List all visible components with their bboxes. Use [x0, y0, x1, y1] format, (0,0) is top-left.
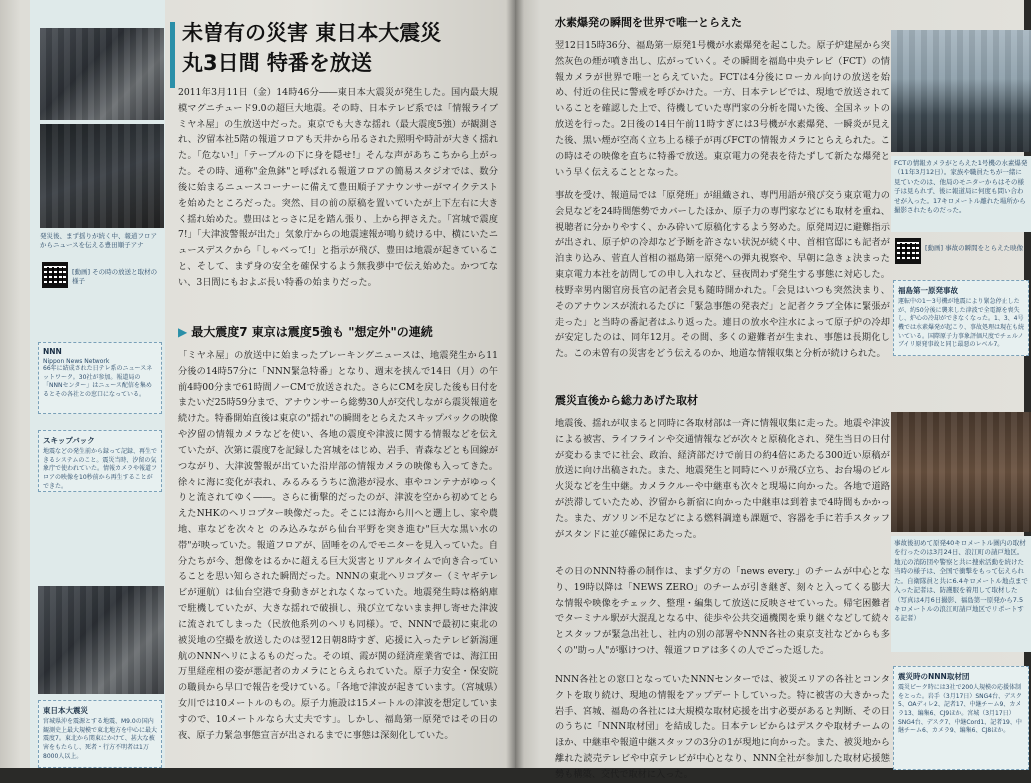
disaster-body: 宮城県沖を震源とする地震、M9.0の国内観測史上最大規模で東北地方を中心に最大震度7。東北から関東にかけて、甚大な被害をもたらし、死者・行方不明者は1万8000人以上。	[43, 718, 158, 760]
right-para-3: 地震後、揺れが収まると同時に各取材部は一斉に情報収集に走った。地震や津波による被害、ライフラインや交通情報などが次々と原稿化され、発生当日の日付が変わるまでに社会、政治、経済部だけで前日の約4倍にあたる300近い原稿が放送に向け出稿された。また、地震発生と同時にヘリが飛び立ち、お台場のビル火災などを生中継。カメラクルーや中継車も次々と現場に向かった。各地で道路が渋滞していたため、汐留から新宿に向かった中継車は到着まで4時間もかかった。また、ガソリン不足などによる燃料調達も課題で、容器を手に若手スタッフがスタンドに並び確保にあたった。	[555, 418, 890, 540]
nnn-title: NNN	[43, 347, 62, 356]
rubble-reporter-photo	[891, 412, 1031, 532]
nnn-subtitle: Nippon News Network	[43, 358, 110, 365]
skipback-info-box	[38, 430, 162, 492]
fukushima-info-box	[893, 280, 1029, 356]
qr-caption: [動画] 事故の瞬間をとらえた映像	[925, 244, 1024, 252]
nnn-team-title: 震災時のNNN取材団	[898, 672, 970, 681]
rubble-caption: 事故後初めて原発40キロメートル圏内の取材を行ったのは3月24日、浪江町の請戸地区。地元の消防団や警察と共に捜索活動を続けた当時の様子は、全国で衝撃をもって伝えられた。自衛隊員と共に6.4キロメートル地点まで入った記者は、防護服を着用して取材した（写真は4月6日撮影、福島第一原発から7.5キロメートルの浪江町請戸地区でリポートする記者）	[891, 536, 1031, 652]
disaster-title: 東日本大震災	[43, 706, 88, 715]
right-para-4: その日のNNN特番の制作は、まず夕方の「news every.」のチームが中心となり、19時以降は「NEWS ZERO」のチームが引き継ぎ、刻々と入ってくる膨大な情報や映像をチェック、整理・編集して放送に反映させていった。帰宅困難者でターミナル駅が大混乱となる中、徒歩や公共交通機関を乗り継ぐなどして続々とスタッフが緊急出社し、社内の別の部署やNNN各社の東京支社などからも多くの"助っ人"が駆けつけ、報道フロアは多くの人でごった返した。	[555, 566, 890, 657]
headline-accent-bar	[170, 22, 175, 88]
book-gutter	[506, 0, 524, 768]
fukushima-title: 福島第一原発事故	[898, 286, 958, 295]
nnn-info-box	[38, 342, 162, 414]
headline-line-1: 未曽有の災害 東日本大震災	[182, 21, 442, 45]
left-main-column	[178, 18, 498, 748]
right-para-5: NNN各社との窓口となっていたNNNセンターでは、被災エリアの各社とコンタクトを取り続け、現地の情報をアップデートしていった。特に被害の大きかった岩手、宮城、福島の各社には大規模な取材応援を出す必要があると判断、その日のうちに「NNN取材団」を結成した。日本テレビからはデスクや取材チームのほか、中継車や報道中継スタッフの3分の1が現地に向かった。また、被災地から離れた読売テレビや中京テレビが中心となり、NNN全社が参加した取材応援態勢も構築、交代で取材に入った。	[555, 674, 890, 780]
skipback-title: スキップバック	[43, 436, 95, 445]
photo-caption: 発災後、まず揺りが続く中、報道フロアからニュースを伝える豊田順子アナ	[40, 232, 157, 250]
headline-line-2: 丸3日間 特番を放送	[182, 51, 372, 76]
right-para-1: 翌12日15時36分、福島第一原発1号機が水素爆発を起こした。原子炉建屋から突然灰色の煙が噴き出し、広がっていく。その瞬間を福島中央テレビ（FCT）の情報カメラが世界で唯一とらえていた。FCTは4分後にローカル向けの放送を始め、付近の住民に警戒を呼びかけた。一方、日本テレビでは、現地で放送されていることを確認した上で、待機していた専門家の分析を聞いた後、全国ネットの放送を行った。2日後の14日午前11時すぎには3号機が水素爆発、一瞬炎が見えた後、黒い煙が空高く立ち上る様子が再びFCTの情報カメラにとらえられた。この時はその映像を直ちに特番で放送。東京電力の発表を待たずして新たな爆発という早く伝えることとなった。	[555, 40, 890, 178]
triangle-bullet-icon: ▶	[178, 324, 188, 339]
right-main-column	[555, 14, 890, 780]
anchor-photo	[40, 124, 164, 228]
left-sidebar	[30, 0, 165, 768]
qr-code-icon[interactable]	[42, 262, 68, 288]
nnn-team-info-box	[893, 666, 1029, 770]
qr-caption: [動画] その時の放送と取材の様子	[72, 268, 158, 286]
skipback-body: 地震などの発生前から録って記録、再生できるシステムのこと。震災当時、汐留の気象庁で使われていた。情報カメラや報道フロアの映像を10秒前から再生することができた。	[43, 448, 158, 490]
section-1-body: 「ミヤネ屋」の放送中に始まったブレーキングニュースは、地震発生から11分後の14時57分に「NNN緊急特番」となり、週末を挟んで14日（月）の午前4時00分まで61時間ノーCMで放送された。さらにCMを戻した後も日付をまたいだ25時59分まで、アナウンサーら総勢30人が交代しながら震災報道を続けた。特番開始直後は東京の"揺れ"の瞬間をとらえたスキップバックの映像や汐留の情報カメラなどを使い、各地の震度や津波に関する情報などを伝えていたが、次第に震度7を記録した宮城をはじめ、岩手、青森などとも回線がつながり、大津波警報が出ていた沿岸部の情報カメラの映像も入ってきた。徐々に海に変化が表れ、みるみるうちに漁港が浸水、車やコンテナがゆっくりと流されてゆく――。さらに衝撃的だったのが、津波を空から初めてとらえたNHKのヘリコプター映像だった。そこには海から川へと遡上し、家や農地、車などを次々と のみ込みながら仙台平野を突き進む"巨大な黒い水の帯"が映っていた。報道フロアが、固唾をのんでモニターを見入っていた。自分たちが今、想像をはるかに超える巨大災害とリアルタイムで向き合っていることを思い知らされた瞬間だった。NNNの東北ヘリコプター（ミヤギテレビが運航）は仙台空港で身動きがとれなくなっていた。地震発生時は格納庫で駐機していたが、大きな揺れで破損し、飛び立てないまま押し寄せた津波に流されてしまった（民放他系列のヘリも同様）。で、NNNで最初に東北の被災地の空撮を放送したのは翌12日朝8時すぎ、応援に入ったテレビ新潟運航のNNNヘリによるものだった。その頃、霞が関の経済産業省では、海江田万里経産相の姿が悪記者のカメラにとらえられていた。原子力安全・保安院の職員から早口で報告を受けている。「各地で津波が起きています。（宮城県）女川では10メートルのもの。原子力施設は15メートルの津波を想定していますので、10メートルなら大丈夫です」。しかし、福島第一原発ではその日の夜、原子力緊急事態宣言が出されるまでに事態は深刻化していた。	[178, 349, 498, 741]
right-heading-2: 震災直後から総力あげた取材	[555, 394, 698, 407]
right-heading-top: 水素爆発の瞬間を世界で唯一とらえた	[555, 16, 742, 29]
studio-photo	[38, 586, 164, 694]
explosion-caption: FCTの情報カメラがとらえた1号機の水素爆発（11年3月12日）。家族や職員たちが一緒に見ていたのは、他局のモニターからはその様子は見られず、後に報道局に何度も問い合わせが入った。17キロメートル離れた場所から撮影されたものだった。	[891, 156, 1031, 232]
right-sidebar	[891, 30, 1031, 770]
fukushima-body: 運転中の1〜3号機が地震により緊急停止したが、約50分後に襲来した津波で全電源を喪失し、炉心の冷却ができなくなった。1、3、4号機では水素爆発が起こり、事故処理は現在も続いている。国際原子力事象評価尺度でチェルノブイリ原発事故と同じ最悪のレベル7。	[898, 298, 1025, 349]
nnn-body: 66年に結成された日テレ系のニュースネットワーク。30社が参加。報道局の「NNNセンター」はニュース配信を集めるとその各社との窓口になっている。	[43, 365, 153, 399]
disaster-info-box	[38, 700, 162, 768]
nnn-team-body: 震災ピーク時には3社で200人規模の応援体制をとった。岩手（3月17日）SNG4台、デスク5、OAディレ2、記者17、中継チーム9、カメラ13、編集6、CJ9ほか。宮城（3月17日）SNG4台、デスク7、中継Cord1、記者19、中継チーム6、カメラ9、編集6、CJ8ほか。	[898, 684, 1022, 735]
qr-code-icon[interactable]	[895, 238, 921, 264]
intro-paragraph: 2011年3月11日（金）14時46分――東日本大震災が発生した。国内最大規模マグニチュード9.0の超巨大地震。その時、日本テレビ系では「情報ライブ ミヤネ屋」の生放送中だった。東京でも大きな揺れ（最大震度5強）が観測され、汐留本社5階の報道フロアも天井から吊るされた照明や時計が大きく揺れた。「危ない!」「テーブルの下に身を隠せ!」そんな声があちこちから上がった。その時、通称"金魚鉢"と呼ばれる報道フロアの簡易スタジオでは、数分後に始まるニュースコーナーに備えて豊田順子アナウンサーがマイクテストを始めたところだった。突然、目の前の原稿を置いていたが上下左右に大きく揺れ始めた。豊田はとっさに足を踏ん張り、上から押さえた。「宮城で震度7!」「大津波警報が出た」気象庁からの地震速報が鳴り続ける中、横にいたニュースデスクから「しゃべって!」と指示が飛び、豊田は地震が起きていること、そして、まず身の安全を確保するよう無我夢中で伝え始めた。かつてない、3日間にもおよぶ長い特番の始まりだった。	[178, 86, 498, 288]
section-heading-1-text: 最大震度7 東京は震度5強も "想定外"の連続	[191, 324, 433, 339]
reactor-explosion-photo	[891, 30, 1031, 152]
section-heading-1	[178, 323, 498, 340]
right-para-2: 事故を受け、報道局では「原発班」が組織され、専門用語が飛び交う東京電力の会見などを24時間態勢でカバーしたほか、原子力の専門家などにも取材を重ね、視聴者に分かりやすく、かみ砕いて原稿化するよう努めた。原発周辺に避難指示が出され、原子炉の冷却など予断を許さない状況が続く中、首相官邸にも記者が泊まり込み、菅直人首相の福島第一原発への弾丸視察や、早朝に急きょ決まった東京電力本社を訪問しての申し入れなど、昼夜問わず発生する事態に対応した。枝野幸男内閣官房長官の記者会見も随時開かれた。「会見はいつも突然決まり、そのアナウンスが流れるたびに「緊急事態の発表だ」と記者クラブ全体に緊張が走った」と当時の番記者はふり返った。連日の放水や注水によって原子炉の冷却が安定したのは、同年12月。その間、多くの避難者が生まれ、事態は長期化した。この未曽有の災害をどう伝えるのか、地道な情報収集と分析が続けられた。	[555, 190, 890, 360]
left-page	[0, 0, 515, 768]
right-page	[515, 0, 1028, 780]
newsroom-photo	[40, 28, 164, 120]
